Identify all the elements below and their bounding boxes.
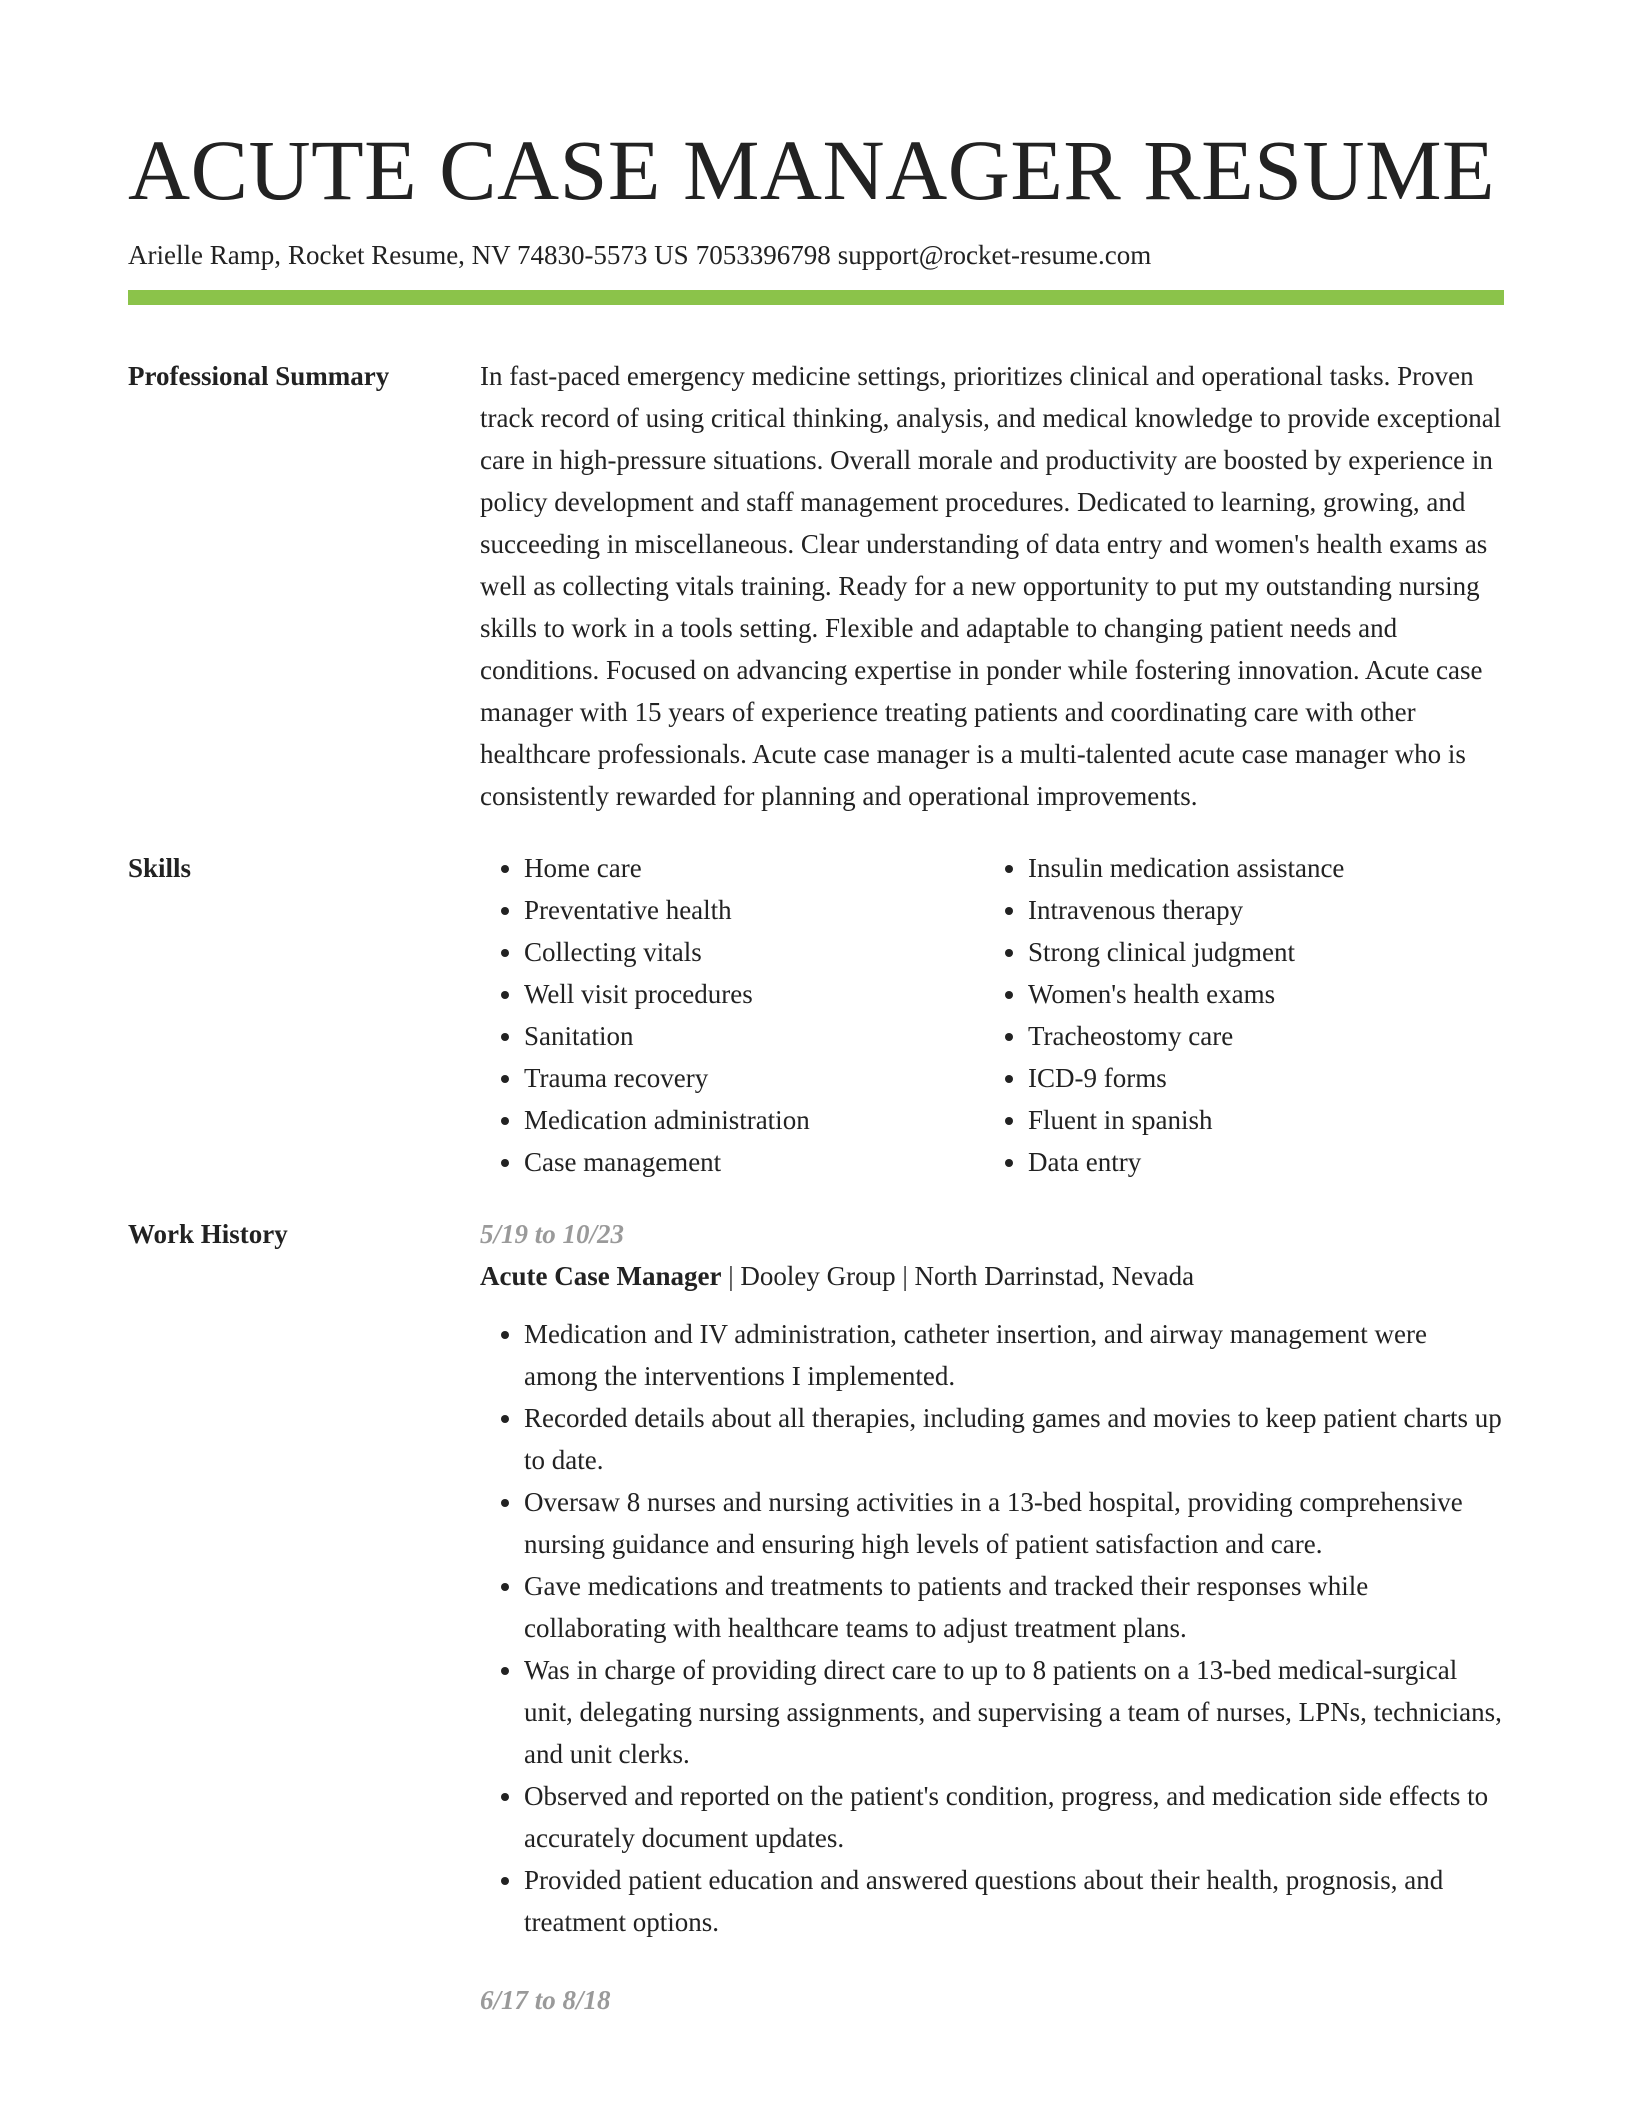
resume-page (128, 0, 1504, 2021)
skill-item: • Data entry (1028, 1141, 1488, 1183)
job-bullet: • Observed and reported on the patient's condition, progress, and medication side effects to accurately document updates. (524, 1775, 1504, 1859)
work-history-body (480, 1213, 1504, 2021)
job-bullets (480, 1313, 1504, 1943)
job-bullet: • Oversaw 8 nurses and nursing activities in a 13-bed hospital, providing comprehensive nursing guidance and ensuring high levels of patient satisfaction and care. (524, 1481, 1504, 1565)
skill-item: • Collecting vitals (524, 931, 984, 973)
skill-item: • Preventative health (524, 889, 984, 931)
skill-item: • Home care (524, 847, 984, 889)
page-title: ACUTE CASE MANAGER RESUME (128, 122, 1496, 218)
job-bullet: • Gave medications and treatments to patients and tracked their responses while collaborating with healthcare teams to adjust treatment plans. (524, 1565, 1504, 1649)
job-bullet: • Medication and IV administration, catheter insertion, and airway management were among the interventions I implemented. (524, 1313, 1504, 1397)
skills-section (128, 847, 1504, 1183)
skill-item: • Intravenous therapy (1028, 889, 1488, 931)
job-bullet: • Provided patient education and answered questions about their health, prognosis, and treatment options. (524, 1859, 1504, 1943)
job-title: Acute Case Manager (480, 1261, 722, 1291)
accent-divider (128, 290, 1504, 305)
skill-item: • Sanitation (524, 1015, 984, 1057)
skill-item: • Well visit procedures (524, 973, 984, 1015)
skill-item: • Case management (524, 1141, 984, 1183)
skill-item: • Trauma recovery (524, 1057, 984, 1099)
job-dates: 5/19 to 10/23 (480, 1219, 625, 1249)
skill-item: • Medication administration (524, 1099, 984, 1141)
skills-column-right (984, 847, 1488, 1183)
skill-item: • Fluent in spanish (1028, 1099, 1488, 1141)
job-dates: 6/17 to 8/18 (480, 1985, 611, 2015)
contact-phone: 7053396798 (695, 240, 831, 270)
contact-email: support@rocket-resume.com (837, 240, 1152, 270)
job-header (480, 1255, 1504, 1297)
contact-address: Rocket Resume, NV 74830-5573 US (287, 240, 689, 270)
skill-item: • ICD-9 forms (1028, 1057, 1488, 1099)
skill-item: • Women's health exams (1028, 973, 1488, 1015)
skills-column-left (480, 847, 984, 1183)
contact-line (128, 238, 1504, 272)
skill-item: • Tracheostomy care (1028, 1015, 1488, 1057)
contact-name: Arielle Ramp, (128, 240, 281, 270)
section-label-work-history: Work History (128, 1219, 288, 1249)
skill-item: • Strong clinical judgment (1028, 931, 1488, 973)
job-bullet: • Was in charge of providing direct care to up to 8 patients on a 13-bed medical-surgical unit, delegating nursing assignments, and supervising a team of nurses, LPNs, technicians, and unit clerks. (524, 1649, 1504, 1775)
section-label-summary: Professional Summary (128, 361, 390, 391)
summary-text: In fast-paced emergency medicine settings, prioritizes clinical and operational tasks. Proven track record of using critical thinking, analysis, and medical knowledge to provide exceptional care in high-pressure situations. Overall morale and productivity are boosted by experience in policy development and staff management procedures. Dedicated to learning, growing, and succeeding in miscellaneous. Clear understanding of data entry and women's health exams as well as collecting vitals training. Ready for a new opportunity to put my outstanding nursing skills to work in a tools setting. Flexible and adaptable to changing patient needs and conditions. Focused on advancing expertise in ponder while fostering innovation. Acute case manager with 15 years of experience treating patients and coordinating care with other healthcare professionals. Acute case manager is a multi-talented acute case manager who is consistently rewarded for planning and operational improvements. (480, 361, 1502, 811)
section-label-skills: Skills (128, 853, 192, 883)
work-history-section (128, 1213, 1504, 2021)
job-bullet: • Recorded details about all therapies, including games and movies to keep patient charts up to date. (524, 1397, 1504, 1481)
job-company-location: | Dooley Group | North Darrinstad, Nevada (721, 1261, 1195, 1291)
skill-item: • Insulin medication assistance (1028, 847, 1488, 889)
summary-section (128, 355, 1504, 817)
skills-grid (480, 847, 1504, 1183)
job-entry (480, 1213, 1504, 1943)
job-entry (480, 1979, 1504, 2021)
